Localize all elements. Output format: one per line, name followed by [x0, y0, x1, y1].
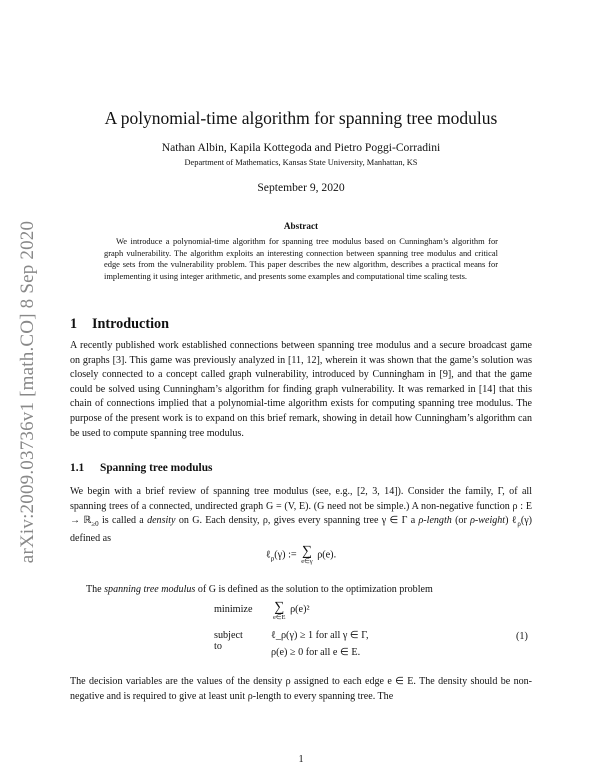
constraint-1: ℓ_ρ(γ) ≥ 1 for all γ ∈ Γ,: [271, 630, 369, 641]
subsection-title: Spanning tree modulus: [100, 462, 213, 474]
abstract-heading: Abstract: [283, 221, 319, 231]
section-1-heading: [70, 316, 169, 333]
decision-paragraph: The decision variables are the values of the density ρ assigned to each edge e ∈ E. The density should be non-negative and is required to give at least unit ρ-length to every spanning tree. The: [70, 676, 532, 702]
section-title: Introduction: [92, 316, 169, 332]
length-formula: ℓ$_\rho$(γ) := ∑ e∈γ ρ(e).: [265, 544, 337, 565]
paper-affiliation: Department of Mathematics, Kansas State University, Manhattan, KS: [184, 158, 418, 167]
minimize-label: minimize: [214, 604, 253, 615]
equation-number: (1): [516, 631, 528, 642]
arxiv-stamp: arXiv:2009.03736v1 [math.CO] 8 Sep 2020: [17, 220, 38, 564]
modulus-paragraph: The spanning tree modulus of G is defined as the solution to the optimization problem: [86, 584, 433, 595]
density-paragraph: We begin with a brief review of spanning tree modulus (see, e.g., [2, 3, 14]). Consider the family, Γ, of all spanning trees of a connected, undirected graph G = (V, E). (G need not be simple.) A non-negative function ρ : E → ℝ$_{\ge 0}$ is called a density on G. Each density, ρ, gives every spanning tree γ ∈ Γ a ρ-length (or ρ-weight) ℓ$_\rho$(γ) defined as: [70, 486, 532, 544]
paper-authors: Nathan Albin, Kapila Kottegoda and Pietro Poggi-Corradini: [161, 141, 441, 154]
summation-symbol: ∑ e∈γ: [301, 544, 313, 565]
subsection-number: 1.1: [70, 462, 85, 474]
paper-date: September 9, 2020: [257, 181, 345, 194]
paper-title: A polynomial-time algorithm for spanning tree modulus: [104, 108, 498, 128]
constraint-2: ρ(e) ≥ 0 for all e ∈ E.: [271, 647, 361, 658]
page-number: 1: [298, 754, 304, 765]
section-number: 1: [70, 316, 78, 332]
abstract-text: We introduce a polynomial-time algorithm for spanning tree modulus based on Cunningham’s algorithm for graph vulnerability. The algorithm exploits an interesting connection between spanning tree modulus and critical edge sets from the vulnerability problem. This paper describes the new algorithm, describes a practical means for implementing it using integer arithmetic, and presents some examples and computational time scaling tests.: [104, 236, 498, 281]
subsection-1-1-heading: [70, 462, 212, 474]
objective: ∑ e∈E ρ(e)²: [273, 600, 310, 621]
subject-to-label: subject to: [214, 630, 243, 652]
intro-paragraph: A recently published work established connections between spanning tree modulus and a secure broadcast game on graphs [3]. This game was previously analyzed in [11, 12], wherein it was shown that the game’s solution was closely connected to a concept called graph vulnerability, introduced by Cunningham in [9], and that the game could be solved using Cunningham’s algorithm for finding graph vulnerability. It was remarked in [14] that this chain of connections implied that a polynomial-time algorithm exists for computing spanning tree modulus. The purpose of the present work is to expand on this brief remark, showing in detail how Cunningham’s algorithm can be used to compute spanning tree modulus.: [70, 340, 532, 439]
